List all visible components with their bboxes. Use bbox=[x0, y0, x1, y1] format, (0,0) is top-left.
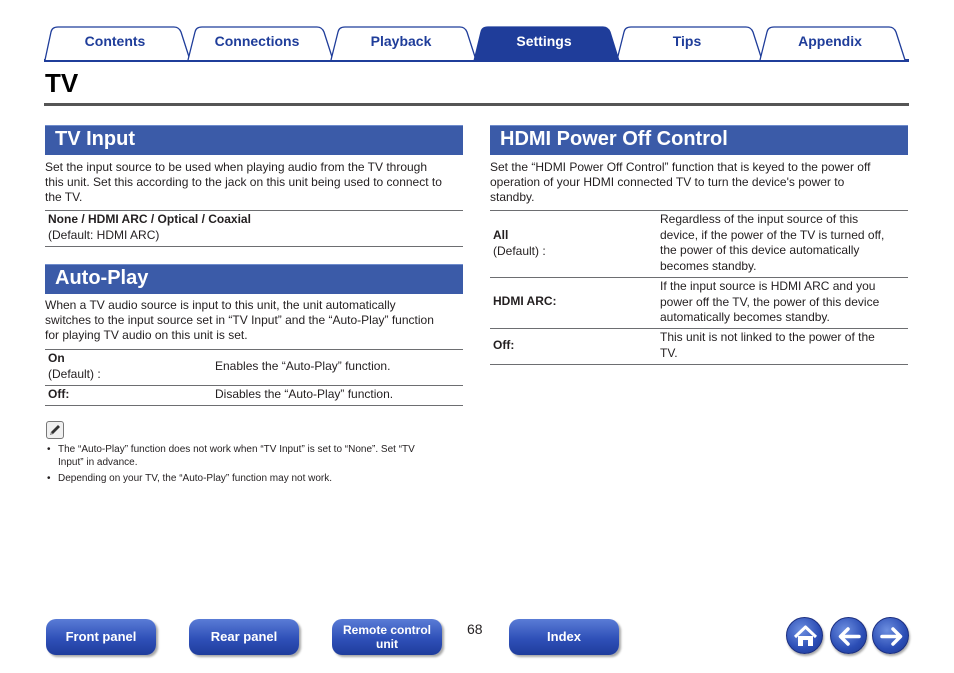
divider bbox=[490, 364, 908, 365]
auto-play-off-value: Disables the “Auto-Play” function. bbox=[215, 387, 394, 401]
default-text: (Default: HDMI ARC) bbox=[48, 227, 160, 242]
tab-settings[interactable]: Settings bbox=[516, 33, 572, 49]
desc-line: switches to the input source set in “TV Input” and the “Auto-Play” function bbox=[45, 313, 434, 327]
page-number: 68 bbox=[467, 621, 483, 637]
value-line: If the input source is HDMI ARC and you bbox=[660, 279, 876, 293]
hdmi-all-key bbox=[493, 228, 546, 259]
auto-play-description bbox=[45, 298, 470, 343]
options-text: None / HDMI ARC / Optical / Coaxial bbox=[48, 212, 251, 226]
button-label: unit bbox=[376, 637, 398, 651]
front-panel-button[interactable]: Front panel bbox=[46, 619, 156, 655]
hdmi-off-value bbox=[660, 330, 908, 361]
value-line: This unit is not linked to the power of the bbox=[660, 330, 875, 344]
option-key: All bbox=[493, 228, 509, 242]
value-line: TV. bbox=[660, 345, 678, 360]
title-divider bbox=[44, 103, 909, 106]
divider bbox=[45, 246, 463, 247]
page-title: TV bbox=[45, 68, 79, 98]
divider bbox=[490, 210, 908, 211]
arrow-right-icon bbox=[873, 618, 910, 655]
divider bbox=[45, 385, 463, 386]
desc-line: this unit. Set this according to the jack on this unit being used to connect to bbox=[45, 175, 442, 189]
remote-control-unit-button[interactable] bbox=[332, 619, 442, 655]
desc-line: for playing TV audio on this unit is set. bbox=[45, 328, 248, 342]
note-item: • Depending on your TV, the “Auto-Play” function may not work. bbox=[47, 472, 457, 485]
tv-input-heading: TV Input bbox=[45, 125, 463, 155]
hdmi-arc-value bbox=[660, 279, 908, 326]
option-key: Off: bbox=[493, 338, 515, 352]
option-key: Off: bbox=[48, 387, 70, 401]
index-button[interactable]: Index bbox=[509, 619, 619, 655]
hdmi-all-value bbox=[660, 212, 908, 274]
tab-tips[interactable]: Tips bbox=[672, 33, 702, 49]
note-line: Input” in advance. bbox=[58, 457, 138, 468]
divider bbox=[45, 405, 463, 406]
top-tab-bar bbox=[44, 26, 909, 62]
note-line: Depending on your TV, the “Auto-Play” function may not work. bbox=[58, 473, 333, 484]
home-button[interactable] bbox=[786, 617, 823, 654]
desc-line: operation of your HDMI connected TV to turn the device's power to bbox=[490, 175, 845, 189]
desc-line: When a TV audio source is input to this unit, the unit automatically bbox=[45, 298, 396, 312]
note-line: The “Auto-Play” function does not work when “TV Input” is set to “None”. Set “TV bbox=[58, 444, 415, 455]
auto-play-on-value: Enables the “Auto-Play” function. bbox=[215, 359, 391, 373]
rear-panel-button[interactable]: Rear panel bbox=[189, 619, 299, 655]
desc-line: standby. bbox=[490, 190, 535, 204]
divider bbox=[490, 277, 908, 278]
option-key: On bbox=[48, 351, 65, 365]
button-label: Remote control bbox=[342, 623, 431, 637]
note-item: • The “Auto-Play” function does not work when “TV Input” is set to “None”. Set “TV Input” in advance. bbox=[47, 443, 457, 469]
hdmi-arc-key bbox=[493, 294, 557, 310]
arrow-left-icon bbox=[831, 618, 868, 655]
tab-appendix[interactable]: Appendix bbox=[798, 33, 862, 49]
hdmi-description bbox=[490, 160, 908, 205]
value-line: automatically becomes standby. bbox=[660, 310, 830, 324]
option-key: HDMI ARC: bbox=[493, 294, 557, 308]
divider bbox=[45, 210, 463, 211]
value-line: device, if the power of the TV is turned off, bbox=[660, 227, 885, 242]
desc-line: the TV. bbox=[45, 190, 83, 204]
value-line: power off the TV, the power of this device bbox=[660, 294, 880, 309]
back-button[interactable] bbox=[830, 617, 867, 654]
pencil-icon bbox=[46, 421, 64, 439]
divider bbox=[490, 328, 908, 329]
hdmi-off-key bbox=[493, 338, 514, 354]
value-line: Regardless of the input source of this bbox=[660, 212, 859, 226]
default-label: (Default) : bbox=[493, 243, 546, 258]
tab-connections[interactable]: Connections bbox=[214, 33, 300, 49]
value-line: becomes standby. bbox=[660, 258, 757, 273]
auto-play-off-key bbox=[48, 387, 69, 403]
tab-playback[interactable]: Playback bbox=[370, 33, 432, 49]
auto-play-heading: Auto-Play bbox=[45, 264, 463, 294]
auto-play-on-key bbox=[48, 351, 101, 382]
home-icon bbox=[787, 618, 824, 655]
desc-line: Set the input source to be used when playing audio from the TV through bbox=[45, 160, 428, 174]
divider bbox=[45, 349, 463, 350]
value-line: the power of this device automatically bbox=[660, 243, 860, 257]
forward-button[interactable] bbox=[872, 617, 909, 654]
tv-input-options bbox=[48, 212, 251, 243]
tv-input-description bbox=[45, 160, 470, 205]
default-label: (Default) : bbox=[48, 366, 101, 381]
hdmi-power-off-heading: HDMI Power Off Control bbox=[490, 125, 908, 155]
desc-line: Set the “HDMI Power Off Control” function that is keyed to the power off bbox=[490, 160, 871, 174]
tab-contents[interactable]: Contents bbox=[84, 33, 146, 49]
